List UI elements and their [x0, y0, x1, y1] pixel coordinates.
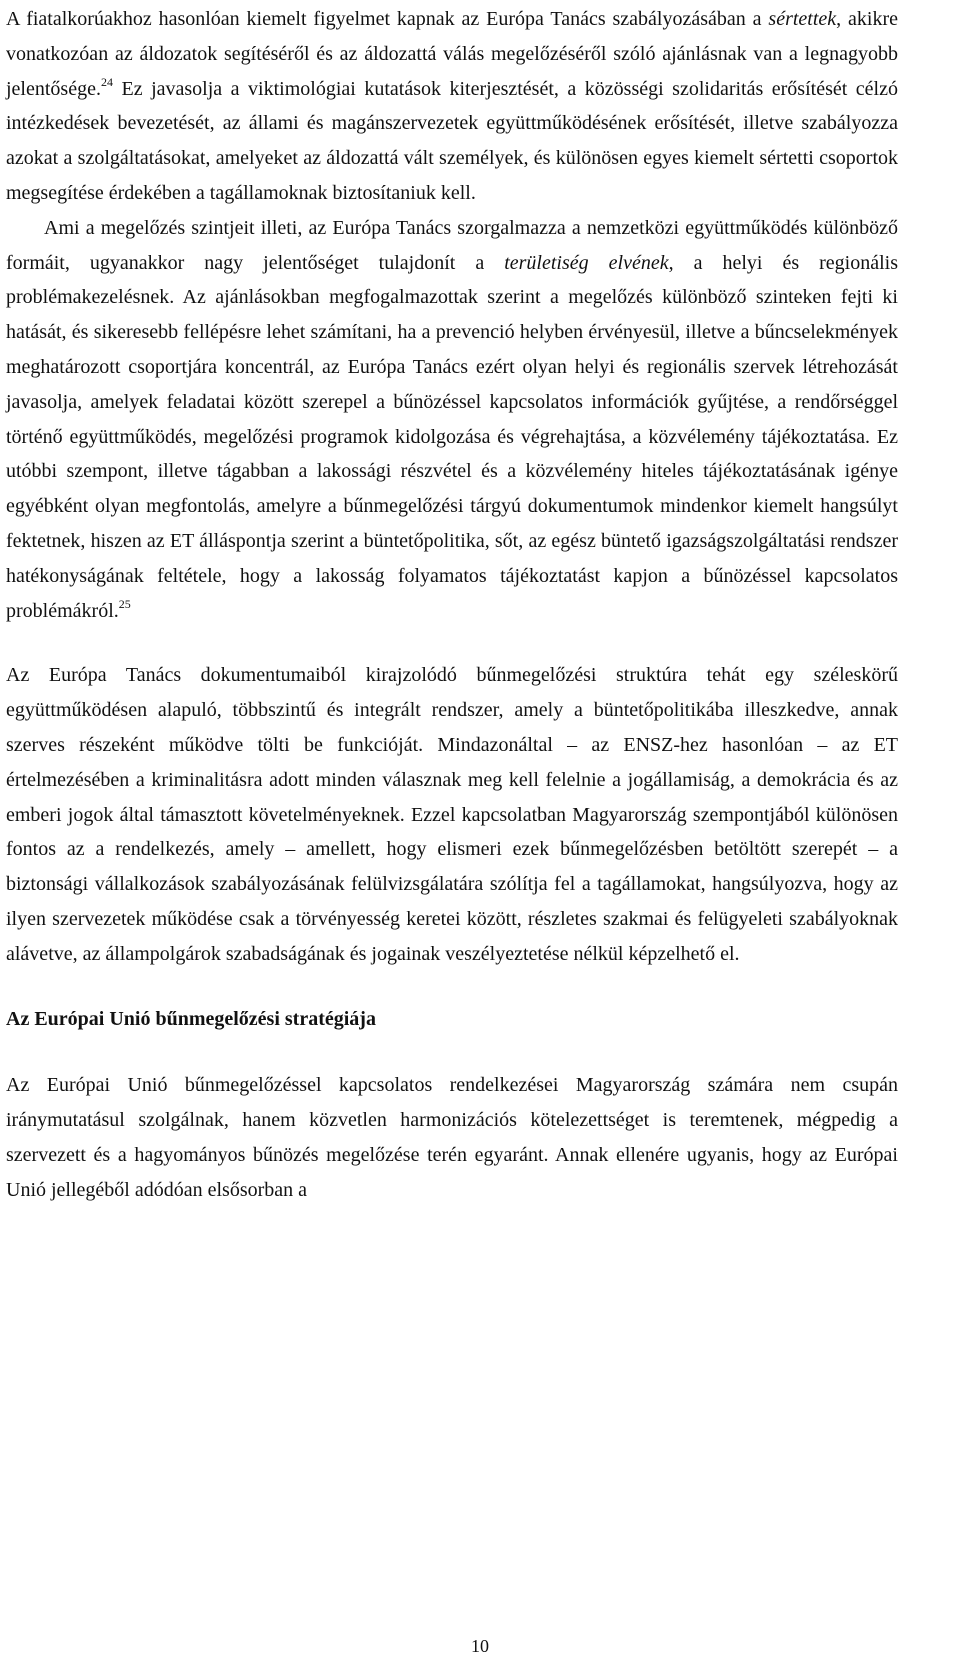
paragraph-text: , a helyi és regionális problémakezelésnek. Az ajánlásokban megfogalmazottak szerint a megelőzés különböző szinteken fejti ki hatását, és sikeresebb fellépésre lehet számítani, ha a prevenció helyben érvényesül, illetve a bűncselekmények meghatározott csoportjára koncentrál, az Európa Tanács ezért olyan helyi és regionális szervek létrehozását javasolja, amelyek feladatai között szerepel a bűnözéssel kapcsolatos információk gyűjtése, a rendőrséggel történő együttműködés, megelőzési programok kidolgozása és végrehajtása, a közvélemény tájékoztatása. Ez utóbbi szempont, illetve tágabban a lakossági részvétel és a közvélemény hiteles tájékoztatásának igénye egyébként olyan megfontolás, amelyre a bűnmegelőzési tárgyú dokumentumok mindenkor kiemelt hangsúlyt fektetnek, hiszen az ET álláspontja szerint a büntetőpolitika, sőt, az egész büntető igazságszolgáltatási rendszer hatékonyságának feltétele, hogy a lakosság folyamatos tájékoztatást kapjon a bűnözéssel kapcsolatos problémákról. — [6, 251, 898, 622]
section-heading: Az Európai Unió bűnmegelőzési stratégiája — [6, 1007, 376, 1030]
emphasis-text: területiség elvének — [504, 251, 669, 274]
paragraph-structure: Az Európa Tanács dokumentumaiból kirajzolódó bűnmegelőzési struktúra tehát egy széleskörű együttműködésen alapuló, többszintű és integrált rendszer, amely a büntetőpolitikába illeszkedve, annak szerves részeként működve tölti be funkcióját. Mindazonáltal – az ENSZ-hez hasonlóan – az ET értelmezésében a kriminalitásra adott minden válasznak meg kell felelnie a jogállamiság, a demokrácia és az emberi jogok által támasztott követelményeknek. Ezzel kapcsolatban Magyarország szempontjából különösen fontos az a rendelkezés, amely – amellett, hogy elismeri ezek bűnmegelőzésben betöltött szerepét – a biztonsági vállalkozások szabályozásának felülvizsgálatára szólítja fel a tagállamokat, hangsúlyozva, hogy az ilyen szervezetek működése csak a törvényesség keretei között, részletes szakmai és felügyeleti szabályoknak alávetve, az állampolgárok szabadságának és jogainak veszélyeztetése nélkül képzelhető el. — [6, 664, 898, 965]
footnote-reference: 25 — [118, 596, 131, 611]
page-number: 10 — [471, 1636, 489, 1656]
paragraph-victims — [6, 2, 898, 211]
paragraph-text: Ami a megelőzés szintjeit illeti, az Európa Tanács szorgalmazza a nemzetközi együttműködés különböző formáit, ugyanakkor nagy jelentőséget tulajdonít a — [6, 216, 898, 274]
paragraph-eu-provisions: Az Európai Unió bűnmegelőzéssel kapcsolatos rendelkezései Magyarország számára nem csupán iránymutatásul szolgálnak, hanem közvetlen harmonizációs kötelezettséget is teremtenek, mégpedig a szervezett és a hagyományos bűnözés megelőzése terén egyaránt. Annak ellenére ugyanis, hogy az Európai Unió jellegéből adódóan elsősorban a — [6, 1074, 898, 1201]
paragraph-text: Ez javasolja a viktimológiai kutatások kiterjesztését, a közösségi szolidaritás erősítését célzó intézkedések bevezetését, az állami és magánszervezetek együttműködésének erősítését, illetve szabályozza azokat a szolgáltatásokat, amelyeket az áldozattá vált személyek, és különösen egyes kiemelt sértetti csoportok megsegítése érdekében a tagállamoknak biztosítaniuk kell. — [6, 77, 898, 204]
paragraph-prevention-levels — [6, 211, 898, 629]
document-body — [6, 2, 898, 1208]
paragraph-text: , akikre vonatkozóan az áldozatok segítéséről és az áldozattá válás megelőzéséről szóló ajánlásnak van a legnagyobb jelentősége. — [6, 8, 898, 100]
footnote-reference: 24 — [100, 74, 113, 89]
emphasis-text: sértettek — [768, 8, 837, 30]
paragraph-text: A fiatalkorúakhoz hasonlóan kiemelt figyelmet kapnak az Európa Tanács szabályozásában a — [6, 8, 769, 30]
